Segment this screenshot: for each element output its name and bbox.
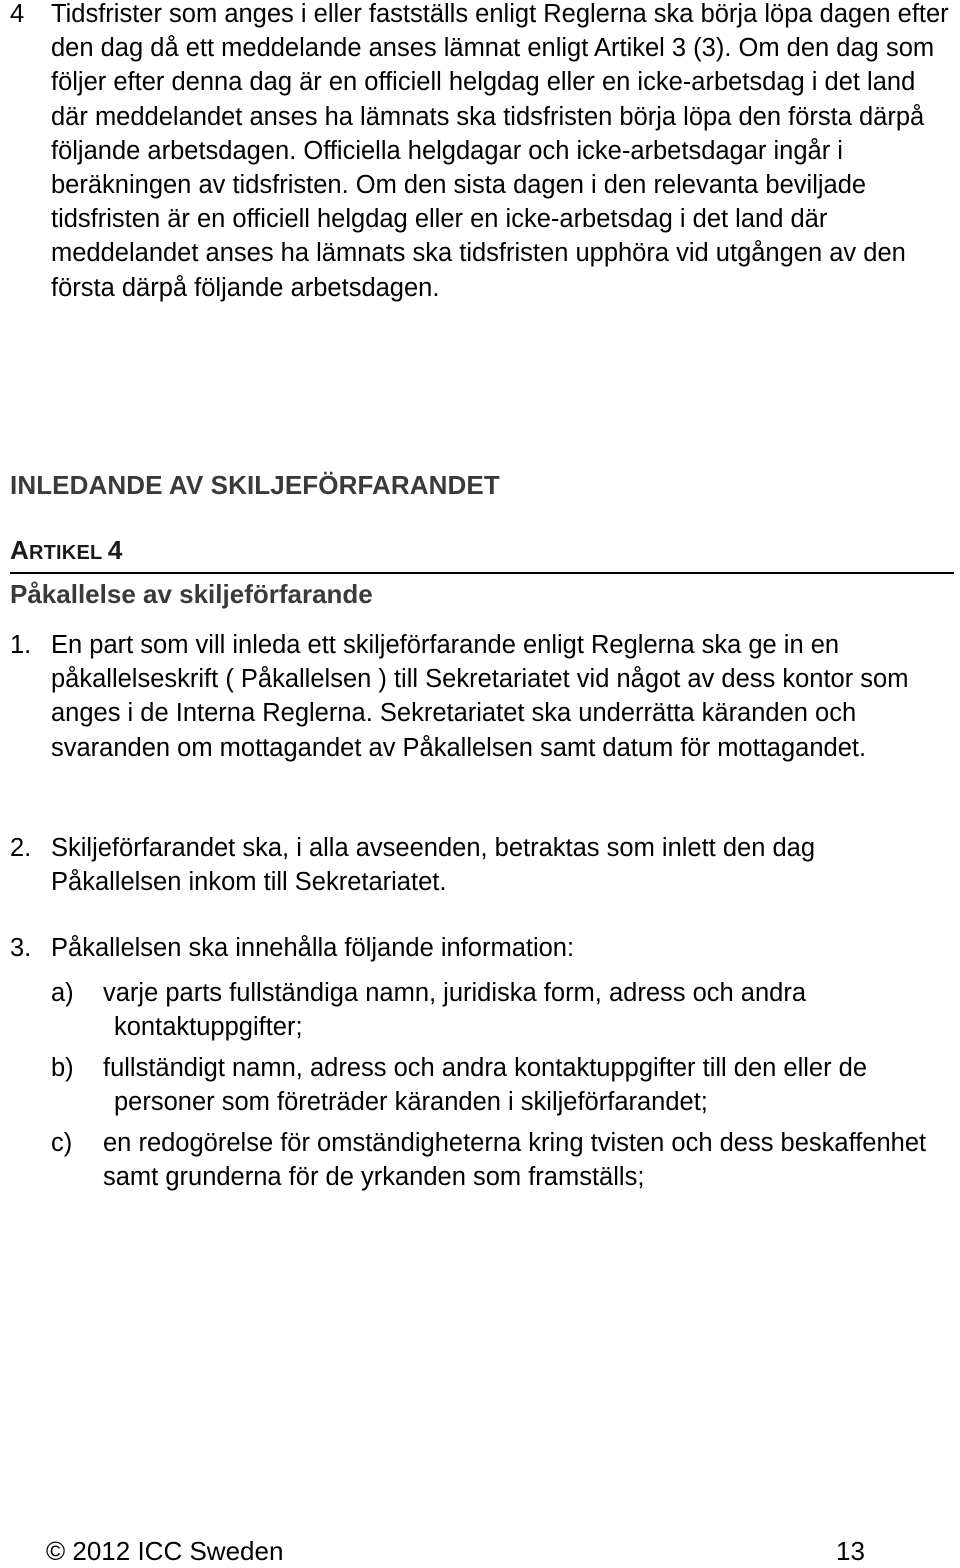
paragraph-text: En part som vill inleda ett skiljeförfarande enligt Reglerna ska ge in en påkallelseskrift ( Påkallelsen ) till Sekretariatet vid något av dess kontor som anges i de Interna Reglerna. Sekretariatet ska underrätta käranden och svaranden om mottagandet av Påkallelsen samt datum för mottagandet. [51, 631, 909, 762]
article-heading-initial: A [10, 535, 29, 565]
paragraph-number: 1. [10, 631, 32, 659]
article-subheading: Påkallelse av skiljeförfarande [10, 579, 373, 609]
paragraph-3 [10, 931, 950, 965]
list-item-c [51, 1126, 941, 1194]
heading-divider [10, 572, 954, 574]
article-heading [10, 535, 122, 566]
article-number: 4 [107, 535, 123, 565]
list-item-text: en redogörelse för omständigheterna kring tvisten och dess beskaffenhet samt grunderna för de yrkanden som framställs; [103, 1129, 927, 1192]
paragraph-text: Skiljeförfarandet ska, i alla avseenden, betraktas som inlett den dag Påkallelsen inkom till Sekretariatet. [51, 834, 816, 897]
list-item-label: b) [51, 1054, 74, 1082]
footer-copyright: © 2012 ICC Sweden [46, 1536, 284, 1566]
paragraph-2 [10, 831, 950, 899]
article-heading-rest: RTIKEL [28, 542, 103, 564]
paragraph-number: 2. [10, 834, 32, 862]
section-heading: INLEDANDE AV SKILJEFÖRFARANDET [10, 470, 500, 500]
list-item-label: c) [51, 1129, 73, 1157]
list-item-text: fullständigt namn, adress och andra kontaktuppgifter till den eller de personer som företräder käranden i skiljeförfarandet; [103, 1054, 868, 1117]
paragraph-number: 4 [10, 0, 25, 28]
list-item-text: varje parts fullständiga namn, juridiska form, adress och andra kontaktuppgifter; [103, 979, 807, 1042]
list-item-label: a) [51, 979, 74, 1007]
paragraph-text: Tidsfrister som anges i eller fastställs enligt Reglerna ska börja löpa dagen efter den dag då ett meddelande anses lämnat enligt Artikel 3 (3). Om den dag som följer efter denna dag är en officiell helgdag eller en icke-arbetsdag i det land där meddelandet anses ha lämnats ska tidsfristen börja löpa den första därpå följande arbetsdagen. Officiella helgdagar och icke-arbetsdagar ingår i beräkningen av tidsfristen. Om den sista dagen i den relevanta beviljade tidsfristen är en officiell helgdag eller en icke-arbetsdag i det land där meddelandet anses ha lämnats ska tidsfristen upphöra vid utgången av den första därpå följande arbetsdagen. [51, 0, 949, 302]
paragraph-text: Påkallelsen ska innehålla följande information: [51, 934, 575, 962]
paragraph-1 [10, 628, 950, 765]
page-number: 13 [836, 1536, 865, 1566]
paragraph-number: 3. [10, 934, 32, 962]
list-item-b [51, 1051, 941, 1119]
list-item-a [51, 976, 941, 1044]
paragraph-4 [10, 0, 950, 305]
